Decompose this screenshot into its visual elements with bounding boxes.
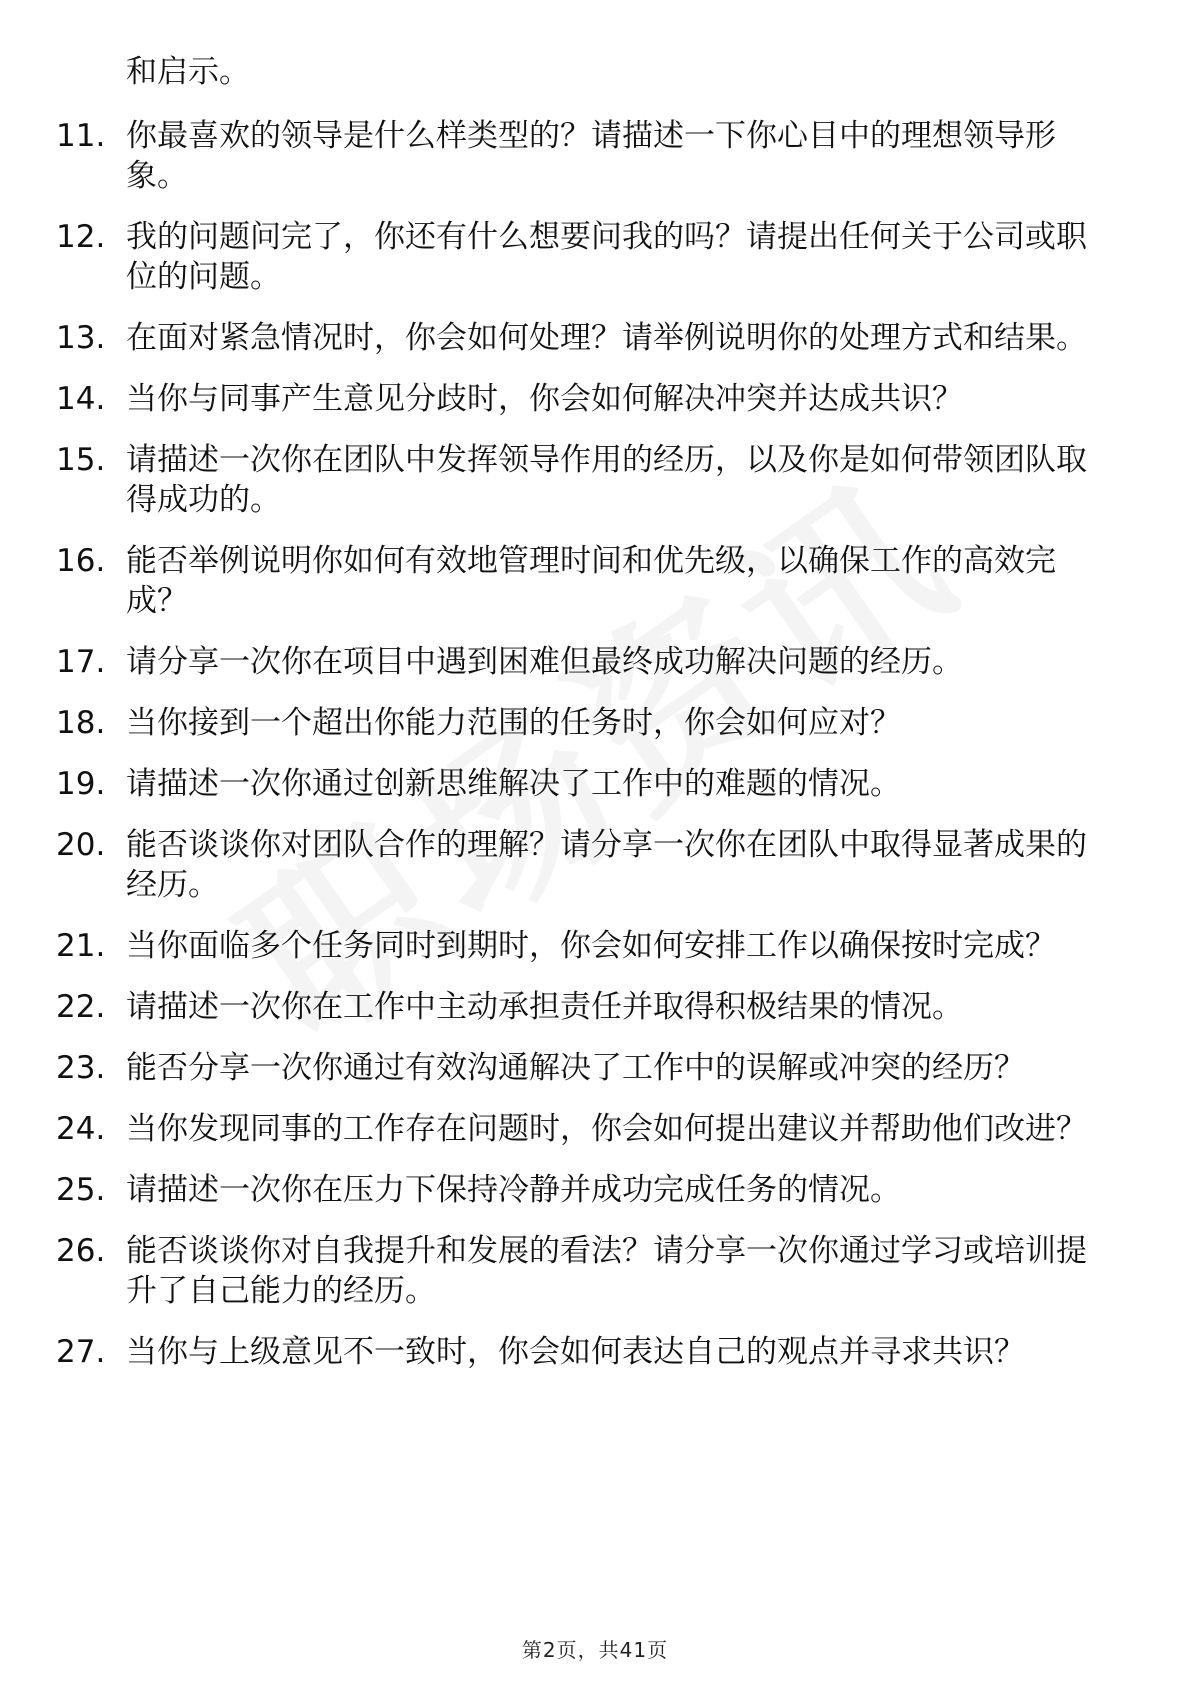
question-number: 27. (56, 1334, 106, 1370)
question-item (0, 764, 1190, 804)
question-number: 17. (56, 644, 106, 680)
question-item (0, 379, 1190, 419)
question-item (0, 642, 1190, 682)
question-number: 20. (56, 827, 106, 863)
question-list (0, 116, 1190, 1393)
question-number: 23. (56, 1050, 106, 1086)
question-text: 当你面临多个任务同时到期时，你会如何安排工作以确保按时完成？ (126, 928, 1056, 964)
question-number: 15. (56, 442, 106, 478)
question-text: 当你发现同事的工作存在问题时，你会如何提出建议并帮助他们改进？ (126, 1111, 1087, 1147)
question-number: 25. (56, 1172, 106, 1208)
question-number: 26. (56, 1233, 106, 1269)
question-text: 请描述一次你通过创新思维解决了工作中的难题的情况。 (126, 766, 901, 802)
question-text: 请分享一次你在项目中遇到困难但最终成功解决问题的经历。 (126, 644, 963, 680)
question-number: 18. (56, 705, 106, 741)
question-number: 24. (56, 1111, 106, 1147)
question-text: 能否谈谈你对团队合作的理解？请分享一次你在团队中取得显著成果的经历。 (126, 827, 1087, 903)
question-item (0, 1332, 1190, 1372)
question-item (0, 1170, 1190, 1210)
question-item (0, 1231, 1190, 1311)
page-footer: 第2页，共41页 (521, 1638, 669, 1662)
question-text: 能否举例说明你如何有效地管理时间和优先级，以确保工作的高效完成？ (126, 543, 1056, 619)
question-text: 在面对紧急情况时，你会如何处理？请举例说明你的处理方式和结果。 (126, 320, 1087, 356)
question-text: 请描述一次你在工作中主动承担责任并取得积极结果的情况。 (126, 989, 963, 1025)
question-text: 我的问题问完了，你还有什么想要问我的吗？请提出任何关于公司或职位的问题。 (126, 219, 1087, 295)
continuation-text: 和启示。 (126, 54, 250, 90)
question-number: 14. (56, 381, 106, 417)
question-number: 11. (56, 118, 106, 154)
question-text: 当你与同事产生意见分歧时，你会如何解决冲突并达成共识？ (126, 381, 963, 417)
question-item (0, 703, 1190, 743)
question-number: 19. (56, 766, 106, 802)
question-item (0, 217, 1190, 297)
question-item (0, 926, 1190, 966)
question-item (0, 116, 1190, 196)
question-item (0, 825, 1190, 905)
question-item (0, 318, 1190, 358)
question-text: 能否谈谈你对自我提升和发展的看法？请分享一次你通过学习或培训提升了自己能力的经历。 (126, 1233, 1087, 1309)
question-text: 请描述一次你在团队中发挥领导作用的经历，以及你是如何带领团队取得成功的。 (126, 442, 1087, 518)
question-text: 当你与上级意见不一致时，你会如何表达自己的观点并寻求共识？ (126, 1334, 1025, 1370)
question-item (0, 987, 1190, 1027)
question-item (0, 440, 1190, 520)
question-text: 请描述一次你在压力下保持冷静并成功完成任务的情况。 (126, 1172, 901, 1208)
question-number: 13. (56, 320, 106, 356)
question-number: 16. (56, 543, 106, 579)
question-item (0, 1109, 1190, 1149)
question-text: 当你接到一个超出你能力范围的任务时，你会如何应对？ (126, 705, 901, 741)
question-text: 你最喜欢的领导是什么样类型的？请描述一下你心目中的理想领导形象。 (126, 118, 1056, 194)
question-item (0, 1048, 1190, 1088)
question-text: 能否分享一次你通过有效沟通解决了工作中的误解或冲突的经历？ (126, 1050, 1025, 1086)
question-number: 22. (56, 989, 106, 1025)
question-number: 21. (56, 928, 106, 964)
question-number: 12. (56, 219, 106, 255)
question-item (0, 541, 1190, 621)
